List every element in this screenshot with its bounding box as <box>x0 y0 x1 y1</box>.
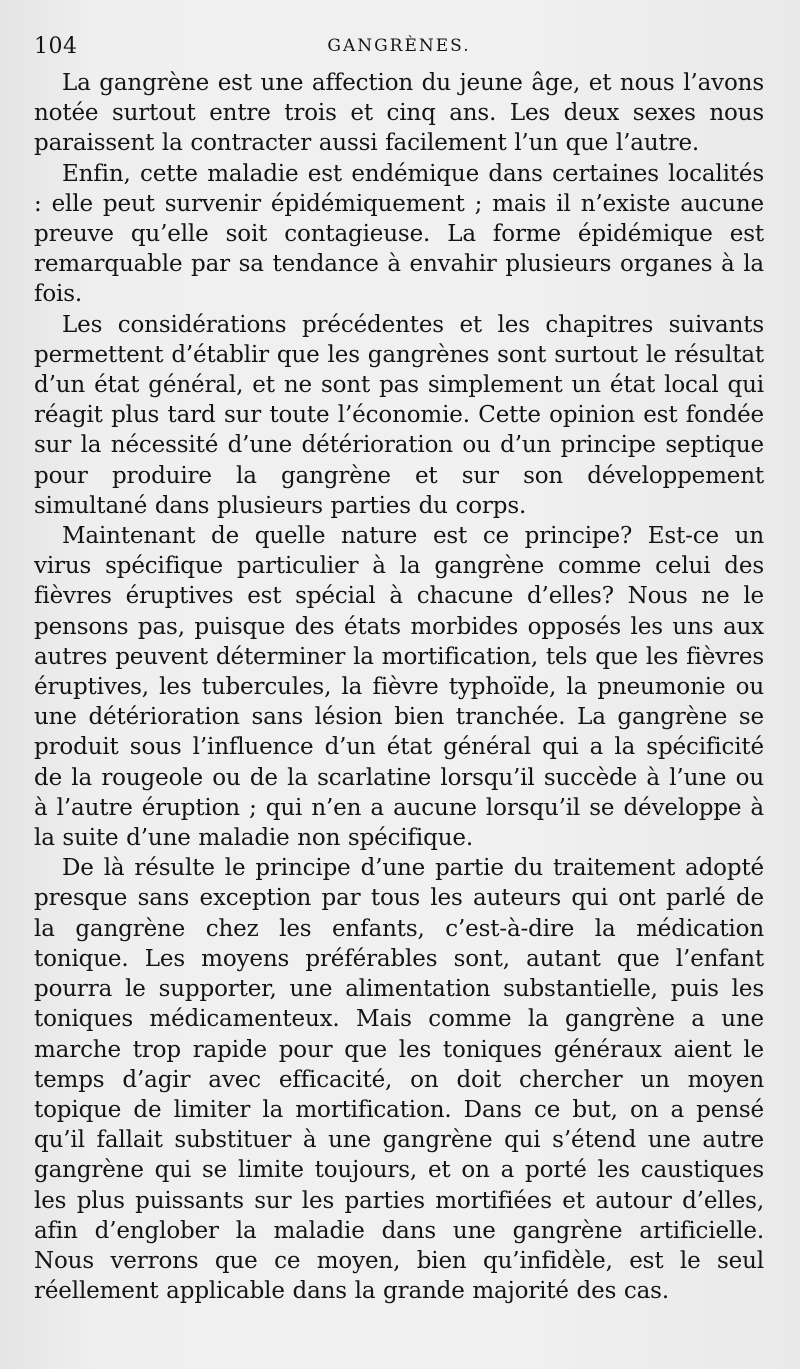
body-text <box>34 68 764 1306</box>
paragraph-endemic: Enfin, cette maladie est endémique dans certaines localités : elle peut survenir épidémiquement ; mais il n’existe aucune preuve qu’elle soit contagieuse. La forme épidémique est remarquable par sa tendance à envahir plusieurs organes à la fois. <box>34 160 764 308</box>
paragraph-treatment: De là résulte le principe d’une partie du traitement adopté presque sans exception par tous les auteurs qui ont parlé de la gangrène chez les enfants, c’est-à-dire la médication tonique. Les moyens préférables sont, autant que l’enfant pourra le supporter, une alimentation substantielle, puis les toniques médicamenteux. Mais comme la gangrène a une marche trop rapide pour que les toniques généraux aient le temps d’agir avec efficacité, on doit chercher un moyen topique de limiter la mortification. Dans ce but, on a pensé qu’il fallait substituer à une gangrène qui s’étend une autre gangrène qui se limite toujours, et on a porté les caustiques les plus puissants sur les parties mortifiées et autour d’elles, afin d’englober la maladie dans une gangrène artificielle. Nous verrons que ce moyen, bien qu’infidèle, est le seul réellement applicable dans la grande majorité des cas. <box>34 855 764 1305</box>
running-title: GANGRÈNES. <box>327 36 471 56</box>
paragraph-general-state: Les considérations précédentes et les chapitres suivants permettent d’établir que les gangrènes sont surtout le résultat d’un état général, et ne sont pas simplement un état local qui réagit plus tard sur toute l’économie. Cette opinion est fondée sur la nécessité d’une détérioration ou d’un principe septique pour produire la gangrène et sur son développement simultané dans plusieurs parties du corps. <box>34 311 764 519</box>
paragraph-nature-of-principle: Maintenant de quelle nature est ce principe? Est-ce un virus spécifique particulier à la gangrène comme celui des fièvres éruptives est spécial à chacune d’elles? Nous ne le pensons pas, puisque des états morbides opposés les uns aux autres peuvent déterminer la mortification, tels que les fièvres éruptives, les tubercules, la fièvre typhoïde, la pneumonie ou une détérioration sans lésion bien tranchée. La gangrène se produit sous l’influence d’un état général qui a la spécificité de la rougeole ou de la scarlatine lorsqu’il succède à l’une ou à l’autre éruption ; qui n’en a aucune lorsqu’il se développe à la suite d’une maladie non spécifique. <box>34 523 764 852</box>
running-head <box>34 28 764 68</box>
page-number: 104 <box>34 34 78 59</box>
paragraph-age-incidence: La gangrène est une affection du jeune âge, et nous l’avons notée surtout entre trois et cinq ans. Les deux sexes nous paraissent la contracter aussi facilement l’un que l’autre. <box>34 70 764 157</box>
